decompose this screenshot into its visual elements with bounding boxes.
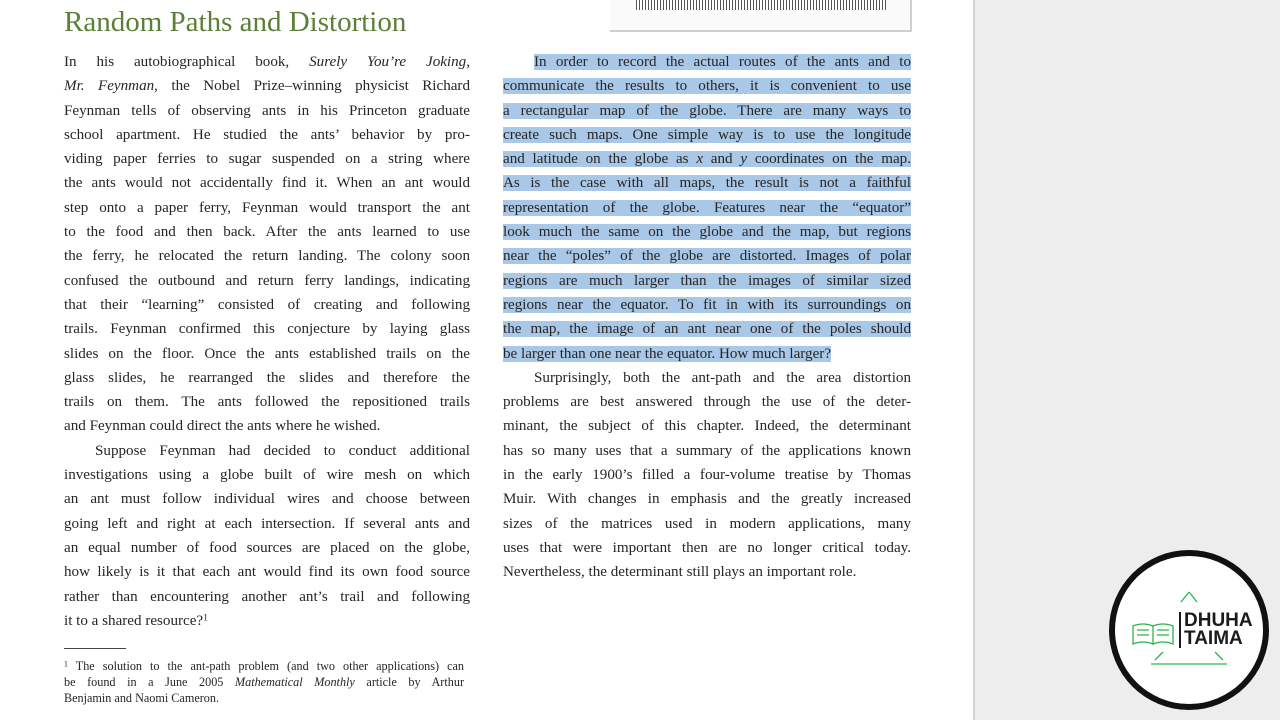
right-column-line xyxy=(503,123,911,147)
highlighted-text xyxy=(503,346,831,362)
text-run: coordinates on the map. xyxy=(747,151,912,168)
right-column-line xyxy=(503,414,911,438)
text-run: the map, the image of an ant near one of the poles should xyxy=(503,321,911,338)
left-column-line xyxy=(64,269,470,293)
text-run: and Feynman could direct the ants where he wished. xyxy=(64,418,381,435)
left-column-line xyxy=(64,171,470,195)
text-run: investigations using a globe built of wire mesh on which xyxy=(64,467,470,484)
left-column-line xyxy=(64,74,470,98)
right-column-line xyxy=(503,50,911,74)
text-run: glass slides, he rearranged the slides and therefore the xyxy=(64,369,470,386)
left-column-line xyxy=(64,317,470,341)
text-run-group xyxy=(503,443,911,459)
text-run: Suppose Feynman had decided to conduct additional xyxy=(95,442,470,459)
logo-badge xyxy=(1115,556,1263,704)
text-run-group xyxy=(503,540,911,556)
right-column-line xyxy=(503,342,911,366)
left-column-line xyxy=(64,536,470,560)
triangle-top-icon xyxy=(1181,592,1197,602)
text-run-group xyxy=(64,224,470,240)
text-run-group xyxy=(64,370,470,386)
right-column-line xyxy=(503,293,911,317)
text-run-group xyxy=(64,346,470,362)
left-column-line xyxy=(64,123,470,147)
text-run: In order to record the actual routes of the ants and to xyxy=(534,54,911,70)
text-run: step onto a paper ferry, Feynman would transport the ant xyxy=(64,199,470,216)
right-column-line xyxy=(503,439,911,463)
left-column-line xyxy=(64,487,470,511)
logo-line-2: TAIMA xyxy=(1184,628,1243,649)
italic-text: Mathematical Monthly xyxy=(234,675,355,690)
highlighted-text xyxy=(534,54,911,70)
text-run-group xyxy=(503,516,911,532)
text-run: be larger than one near the equator. How much larger? xyxy=(503,345,832,362)
right-column-line xyxy=(503,390,911,414)
text-run: regions near the equator. To fit in with its surroundings on xyxy=(503,296,911,313)
text-run-group xyxy=(503,418,911,434)
highlighted-text xyxy=(503,175,911,191)
text-run-group xyxy=(503,467,911,483)
text-run-group xyxy=(64,151,470,167)
text-run-group xyxy=(503,564,856,580)
left-column-line xyxy=(64,50,470,74)
text-run-group xyxy=(503,491,911,507)
left-column-line xyxy=(64,609,470,633)
text-run: going left and right at each intersection. If several ants and xyxy=(64,515,470,532)
text-run-group xyxy=(64,175,470,191)
right-column-line xyxy=(503,560,911,584)
text-run-group xyxy=(503,394,911,410)
highlighted-text xyxy=(503,224,911,240)
text-run: how likely is it that each ant would find its own food source xyxy=(64,564,470,581)
text-run-group xyxy=(95,443,470,459)
figure-fragment xyxy=(610,0,912,32)
text-run-group xyxy=(64,394,470,410)
text-run: and xyxy=(703,151,741,168)
footnote-line xyxy=(64,690,464,706)
left-column-line xyxy=(64,512,470,536)
text-run-group xyxy=(64,248,470,264)
left-column-line xyxy=(64,439,470,463)
text-run: an equal number of food sources are placed on the globe, xyxy=(64,539,470,556)
text-run: the ferry, he relocated the return landing. The colony soon xyxy=(64,248,470,265)
text-run: an ant must follow individual wires and choose between xyxy=(64,491,470,508)
right-column-line xyxy=(503,512,911,536)
highlighted-text xyxy=(503,151,911,167)
text-run-group xyxy=(64,613,208,629)
open-book-icon xyxy=(1133,624,1173,644)
text-run: Benjamin and Naomi Cameron. xyxy=(64,691,220,706)
text-run: minant, the subject of this chapter. Indeed, the determinant xyxy=(503,418,911,435)
text-run-group xyxy=(64,540,470,556)
highlighted-text xyxy=(503,248,911,264)
highlighted-text xyxy=(503,103,911,119)
logo-text xyxy=(1179,612,1253,648)
text-run: near the “poles” of the globe are distorted. Images of polar xyxy=(503,248,911,265)
right-column xyxy=(503,50,911,585)
text-run-group xyxy=(64,659,464,673)
page-edge xyxy=(973,0,975,720)
right-column-line xyxy=(503,74,911,98)
text-run: in the early 1900’s filled a four-volume treatise by Thomas xyxy=(503,467,911,484)
text-run: look much the same on the globe and the map, but regions xyxy=(503,224,911,241)
text-run: to the food and then back. After the ants learned to use xyxy=(64,224,470,241)
text-run-group xyxy=(64,589,470,605)
left-column-line xyxy=(64,366,470,390)
left-column-line xyxy=(64,147,470,171)
logo-line-1: DHUHA xyxy=(1184,610,1253,631)
right-column-line xyxy=(503,220,911,244)
highlighted-text xyxy=(503,273,911,289)
left-column-line xyxy=(64,390,470,414)
footnote-line xyxy=(64,658,464,674)
text-run-group xyxy=(64,675,464,689)
text-run: school apartment. He studied the ants’ behavior by pro- xyxy=(64,126,470,143)
text-run: that their “learning” consisted of creating and following xyxy=(64,296,470,313)
text-run: In his autobiographical book, xyxy=(64,54,310,70)
text-run-group xyxy=(64,467,470,483)
text-run: rather than encountering another ant’s trail and following xyxy=(64,588,470,605)
highlighted-text xyxy=(503,321,911,337)
text-run-group xyxy=(64,321,470,337)
highlighted-text xyxy=(503,200,911,216)
left-column-line xyxy=(64,220,470,244)
text-run: As is the case with all maps, the result is not a faithful xyxy=(503,175,911,192)
figure-stripes xyxy=(636,0,886,10)
text-run: has so many uses that a summary of the applications known xyxy=(503,442,911,459)
left-column-line xyxy=(64,560,470,584)
text-run-group xyxy=(64,418,380,434)
text-run-group xyxy=(64,273,470,289)
channel-logo xyxy=(1109,550,1269,710)
left-column-line xyxy=(64,463,470,487)
footnote-rule xyxy=(64,648,126,649)
text-run: Surprisingly, both the ant-path and the area distortion xyxy=(534,369,911,386)
right-column-line xyxy=(503,244,911,268)
text-run: create such maps. One simple way is to use the longitude xyxy=(503,126,911,143)
right-column-line xyxy=(503,196,911,220)
right-column-line xyxy=(503,171,911,195)
text-run: sizes of the matrices used in modern applications, many xyxy=(503,515,911,532)
left-column-line xyxy=(64,293,470,317)
text-run-group xyxy=(64,691,219,705)
text-run-group xyxy=(64,297,470,313)
right-column-line xyxy=(503,269,911,293)
left-column xyxy=(64,50,470,633)
text-run: viding paper ferries to sugar suspended on a string where xyxy=(64,151,470,168)
footnote-marker: 1 xyxy=(64,659,68,669)
footnote-line xyxy=(64,674,464,690)
right-column-line xyxy=(503,317,911,341)
text-run-group xyxy=(64,54,470,70)
right-column-line xyxy=(503,463,911,487)
triangle-base-icon xyxy=(1151,652,1227,664)
text-run-group xyxy=(64,516,470,532)
text-run: Muir. With changes in emphasis and the greatly increased xyxy=(503,491,911,508)
italic-text: Surely You’re Joking, xyxy=(309,54,470,70)
text-run: be found in a June 2005 xyxy=(64,675,235,690)
right-column-line xyxy=(503,487,911,511)
text-run-group xyxy=(64,78,470,94)
italic-text: x xyxy=(696,151,704,168)
text-run: it to a shared resource? xyxy=(64,612,204,629)
text-run: uses that were important then are no longer critical today. xyxy=(503,539,911,556)
right-column-line xyxy=(503,366,911,390)
text-run: article by Arthur xyxy=(354,675,465,690)
section-title: Random Paths and Distortion xyxy=(64,6,407,38)
highlighted-text xyxy=(503,127,911,143)
right-column-line xyxy=(503,147,911,171)
highlighted-text xyxy=(503,78,911,94)
left-column-line xyxy=(64,244,470,268)
footnote xyxy=(64,658,464,707)
text-run-group xyxy=(64,200,470,216)
footnote-marker: 1 xyxy=(203,612,209,624)
text-run: a rectangular map of the globe. There are many ways to xyxy=(503,102,911,119)
text-run: and latitude on the globe as xyxy=(503,151,697,168)
left-column-line xyxy=(64,196,470,220)
italic-text: y xyxy=(740,151,748,168)
text-run: Feynman tells of observing ants in his Princeton graduate xyxy=(64,102,470,119)
text-run: Nevertheless, the determinant still plays an important role. xyxy=(503,564,857,581)
right-column-line xyxy=(503,536,911,560)
text-run: confused the outbound and return ferry landings, indicating xyxy=(64,272,470,289)
text-run-group xyxy=(64,127,470,143)
text-run-group xyxy=(64,491,470,507)
italic-text: Mr. Feynman xyxy=(64,78,155,95)
text-run: regions are much larger than the images of similar sized xyxy=(503,272,911,289)
text-run: The solution to the ant-path problem (and two other applications) can xyxy=(67,659,464,673)
left-column-line xyxy=(64,99,470,123)
left-column-line xyxy=(64,585,470,609)
left-column-line xyxy=(64,342,470,366)
text-run: problems are best answered through the use of the deter- xyxy=(503,394,911,411)
text-run: , the Nobel Prize–winning physicist Richard xyxy=(154,78,471,95)
text-run-group xyxy=(64,564,470,580)
text-run: representation of the globe. Features near the “equator” xyxy=(503,199,911,216)
left-column-line xyxy=(64,414,470,438)
highlighted-text xyxy=(503,297,911,313)
text-run: communicate the results to others, it is convenient to use xyxy=(503,78,911,95)
text-run: the ants would not accidentally find it. When an ant would xyxy=(64,175,470,192)
text-run: slides on the floor. Once the ants established trails on the xyxy=(64,345,470,362)
text-run: trails. Feynman confirmed this conjecture by laying glass xyxy=(64,321,470,338)
text-run-group xyxy=(64,103,470,119)
text-run: trails on them. The ants followed the repositioned trails xyxy=(64,394,470,411)
text-run-group xyxy=(534,370,911,386)
right-column-line xyxy=(503,99,911,123)
